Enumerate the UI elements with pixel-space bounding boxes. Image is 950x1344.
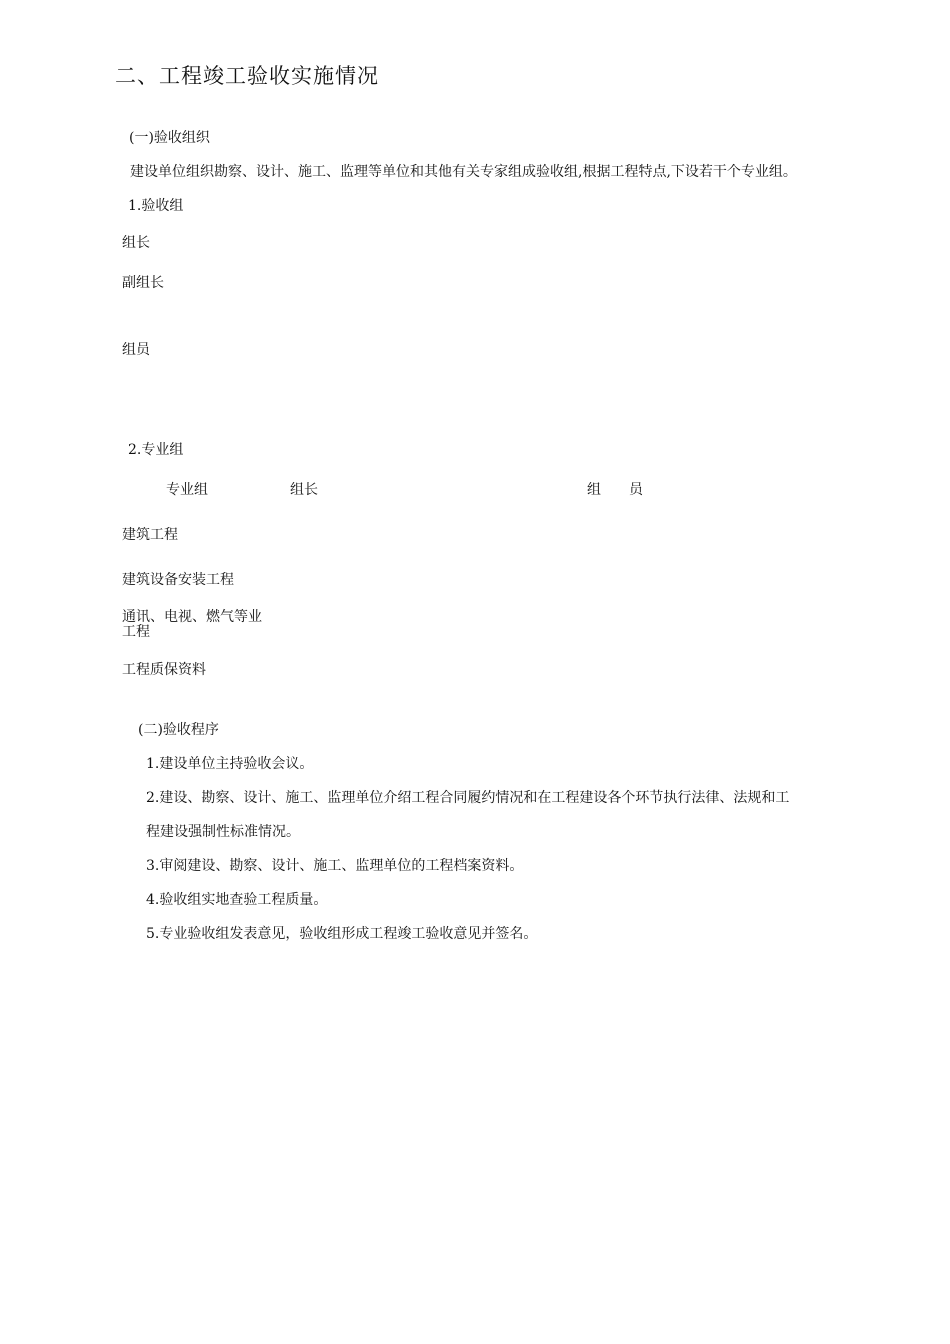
section2-heading: (二)验收程序	[138, 722, 219, 738]
procedure-step: 程建设强制性标准情况。	[146, 824, 300, 840]
role-leader: 组长	[122, 235, 150, 251]
specialty-row: 建筑设备安装工程	[122, 572, 234, 588]
table-header-leader: 组长	[290, 482, 318, 498]
specialty-row: 工程质保资料	[122, 662, 206, 678]
specialty-heading: 2.专业组	[128, 442, 184, 458]
section1-intro: 建设单位组织勘察、设计、施工、监理等单位和其他有关专家组成验收组,根据工程特点,下设若干个专业组。	[130, 164, 797, 180]
procedure-step: 2.建设、勘察、设计、施工、监理单位介绍工程合同履约情况和在工程建设各个环节执行法律、法规和工	[146, 790, 790, 806]
page-title: 二、工程竣工验收实施情况	[115, 64, 379, 88]
role-deputy: 副组长	[122, 275, 164, 291]
procedure-step: 3.审阅建设、勘察、设计、施工、监理单位的工程档案资料。	[146, 858, 524, 874]
procedure-step: 4.验收组实地查验工程质量。	[146, 892, 328, 908]
table-header-members: 组 员	[587, 482, 643, 498]
section1-heading: (一)验收组织	[129, 130, 210, 146]
table-header-specialty: 专业组	[166, 482, 208, 498]
procedure-step: 1.建设单位主持验收会议。	[146, 756, 314, 772]
role-member: 组员	[122, 342, 150, 358]
group-heading: 1.验收组	[128, 198, 184, 214]
specialty-row: 通讯、电视、燃气等业工程	[122, 609, 262, 640]
specialty-row: 建筑工程	[122, 527, 178, 543]
procedure-step: 5.专业验收组发表意见，验收组形成工程竣工验收意见并签名。	[146, 926, 538, 942]
